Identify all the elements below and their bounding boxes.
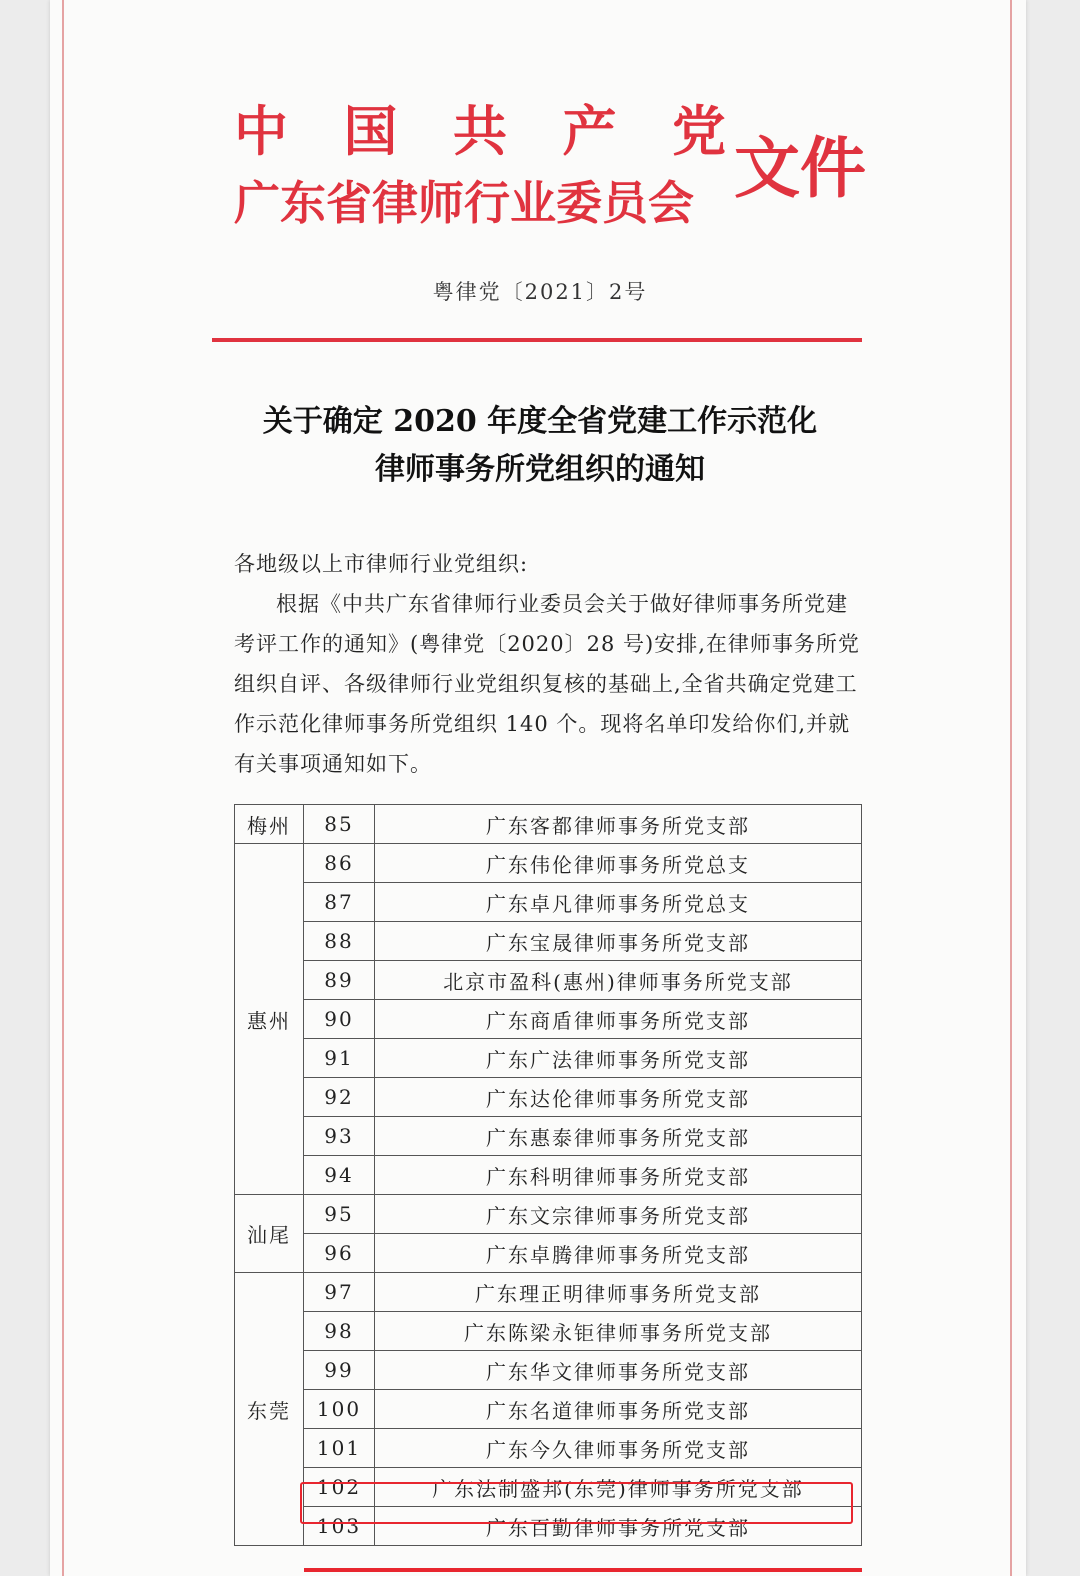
number-cell: 103 <box>304 1507 375 1546</box>
notice-title-line2: 律师事务所党组织的通知 <box>375 452 705 487</box>
issuer-header <box>234 100 726 234</box>
number-cell: 102 <box>304 1468 375 1507</box>
body-paragraph: 根据《中共广东省律师行业委员会关于做好律师事务所党建考评工作的通知》(粤律党〔2020〕28 号)安排,在律师事务所党组织自评、各级律师行业党组织复核的基础上,全省共确定党建工作示范化律师事务所党组织 140 个。现将名单印发给你们,并就有关事项通知如下。 <box>234 592 860 776</box>
firm-name-cell: 广东达伦律师事务所党支部 <box>375 1078 862 1117</box>
salutation: 各地级以上市律师行业党组织: <box>234 552 529 576</box>
number-cell: 98 <box>304 1312 375 1351</box>
table-row <box>235 961 862 1000</box>
issuer-char: 党 <box>672 99 726 163</box>
page-margin-line-left <box>62 0 64 1576</box>
number-cell: 88 <box>304 922 375 961</box>
number-cell: 94 <box>304 1156 375 1195</box>
issuer-char: 中 <box>234 99 288 163</box>
region-cell: 惠州 <box>235 844 304 1195</box>
notice-title-line1: 关于确定 2020 年度全省党建工作示范化 <box>262 404 818 439</box>
firm-name-cell: 北京市盈科(惠州)律师事务所党支部 <box>375 961 862 1000</box>
header-divider <box>212 338 862 342</box>
table-row <box>235 1507 862 1546</box>
page-margin-line-right <box>1010 0 1012 1576</box>
firm-name-cell: 广东伟伦律师事务所党总支 <box>375 844 862 883</box>
issuer-char: 产 <box>562 99 617 163</box>
number-cell: 93 <box>304 1117 375 1156</box>
firm-name-cell: 广东名道律师事务所党支部 <box>375 1390 862 1429</box>
region-cell: 东莞 <box>235 1273 304 1546</box>
firm-name-cell: 广东惠泰律师事务所党支部 <box>375 1117 862 1156</box>
number-cell: 86 <box>304 844 375 883</box>
firm-name-cell: 广东宝晟律师事务所党支部 <box>375 922 862 961</box>
table-row <box>235 1429 862 1468</box>
firm-name-cell: 广东科明律师事务所党支部 <box>375 1156 862 1195</box>
document-type-label: 文件 <box>734 129 866 207</box>
issuer-char: 国 <box>343 99 398 163</box>
firm-name-cell: 广东客都律师事务所党支部 <box>375 805 862 844</box>
number-cell: 90 <box>304 1000 375 1039</box>
number-cell: 87 <box>304 883 375 922</box>
notice-title <box>0 398 1080 494</box>
firm-name-cell: 广东卓凡律师事务所党总支 <box>375 883 862 922</box>
firm-name-cell: 广东文宗律师事务所党支部 <box>375 1195 862 1234</box>
table-row <box>235 1000 862 1039</box>
issuer-char: 共 <box>453 99 507 163</box>
number-cell: 97 <box>304 1273 375 1312</box>
table-row <box>235 1039 862 1078</box>
number-cell: 99 <box>304 1351 375 1390</box>
bottom-red-mark <box>304 1568 862 1572</box>
table-row <box>235 1468 862 1507</box>
firm-name-cell: 广东百勤律师事务所党支部 <box>375 1507 862 1546</box>
firm-name-cell: 广东今久律师事务所党支部 <box>375 1429 862 1468</box>
table-row <box>235 1273 862 1312</box>
document-number: 粤律党〔2021〕2号 <box>432 280 648 304</box>
number-cell: 101 <box>304 1429 375 1468</box>
table-row <box>235 1234 862 1273</box>
table-row <box>235 1195 862 1234</box>
number-cell: 92 <box>304 1078 375 1117</box>
firm-name-cell: 广东卓腾律师事务所党支部 <box>375 1234 862 1273</box>
notice-body <box>234 544 860 784</box>
firm-name-cell: 广东商盾律师事务所党支部 <box>375 1000 862 1039</box>
firm-name-cell: 广东华文律师事务所党支部 <box>375 1351 862 1390</box>
firm-name-cell: 广东法制盛邦(东莞)律师事务所党支部 <box>375 1468 862 1507</box>
issuer-line2: 广东省律师行业委员会 <box>234 176 694 230</box>
law-firm-list-table <box>234 804 862 1546</box>
table-row <box>235 1117 862 1156</box>
number-cell: 95 <box>304 1195 375 1234</box>
table-row <box>235 805 862 844</box>
number-cell: 85 <box>304 805 375 844</box>
issuer-line1 <box>234 100 726 162</box>
firm-name-cell: 广东广法律师事务所党支部 <box>375 1039 862 1078</box>
firm-name-cell: 广东理正明律师事务所党支部 <box>375 1273 862 1312</box>
number-cell: 96 <box>304 1234 375 1273</box>
table-row <box>235 1312 862 1351</box>
table-row <box>235 844 862 883</box>
table-row <box>235 922 862 961</box>
table-row <box>235 1156 862 1195</box>
number-cell: 91 <box>304 1039 375 1078</box>
firm-name-cell: 广东陈梁永钜律师事务所党支部 <box>375 1312 862 1351</box>
region-cell: 梅州 <box>235 805 304 844</box>
table-row <box>235 1390 862 1429</box>
number-cell: 100 <box>304 1390 375 1429</box>
table-row <box>235 883 862 922</box>
number-cell: 89 <box>304 961 375 1000</box>
table-row <box>235 1078 862 1117</box>
table-row <box>235 1351 862 1390</box>
region-cell: 汕尾 <box>235 1195 304 1273</box>
